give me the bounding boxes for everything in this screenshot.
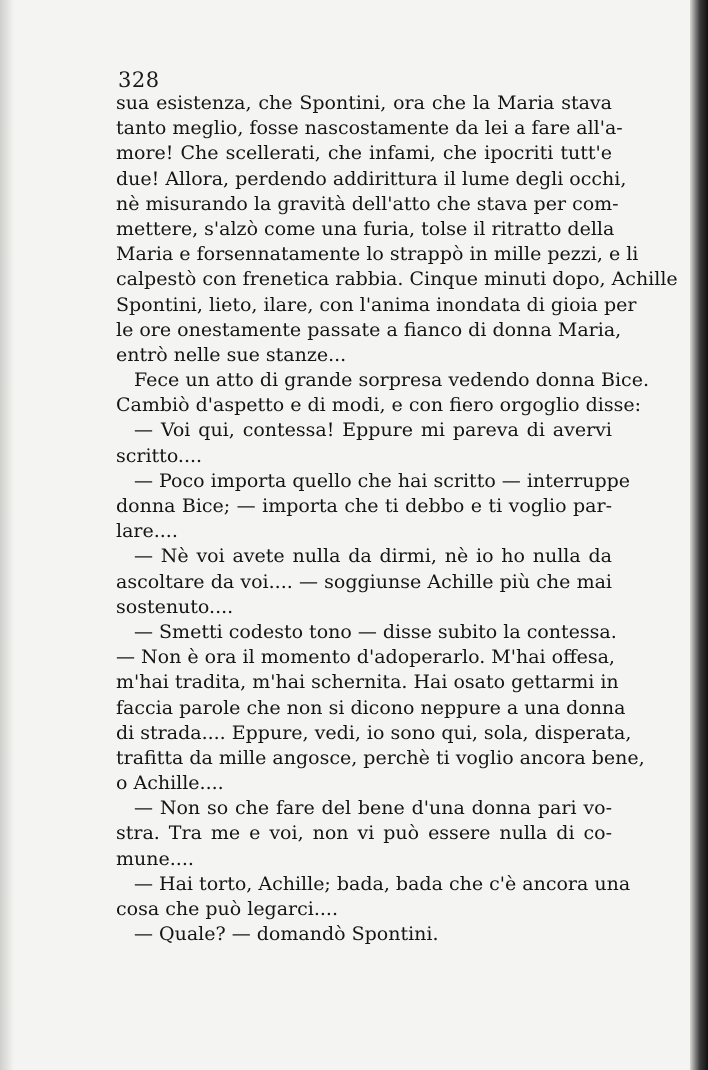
text-line: nè misurando la gravità dell'atto che stava per com-: [116, 192, 619, 215]
body-text: [116, 91, 678, 947]
text-line: o Achille....: [116, 772, 224, 795]
text-line: trafitta da mille angosce, perchè ti voglio ancora bene,: [116, 746, 645, 769]
text-line: — Hai torto, Achille; bada, bada che c'è ancora una: [134, 872, 631, 895]
text-line: donna Bice; — importa che ti debbo e ti voglio par-: [116, 495, 612, 517]
text-line: faccia parole che non si dicono neppure a una donna: [116, 696, 626, 719]
text-line: Fece un atto di grande sorpresa vedendo donna Bice.: [134, 369, 649, 392]
text-line: lare....: [116, 520, 178, 543]
text-line: more! Che scellerati, che infami, che ipocriti tutt'e: [116, 142, 612, 165]
text-line: — Non so che fare del bene d'una donna pari vo-: [134, 797, 612, 820]
text-line: — Nè voi avete nulla da dirmi, nè io ho nulla da: [134, 545, 612, 568]
page-binding-shadow: [690, 0, 708, 1070]
text-line: due! Allora, perdendo addirittura il lume degli occhi,: [116, 167, 627, 190]
text-line: calpestò con frenetica rabbia. Cinque minuti dopo, Achille: [116, 268, 678, 291]
text-line: cosa che può legarci....: [116, 898, 339, 920]
text-line: Spontini, lieto, ilare, con l'anima inondata di gioia per: [116, 293, 637, 316]
text-line: Maria e forsennatamente lo strappò in mille pezzi, e li: [116, 243, 639, 266]
text-line: ascoltare da voi.... — soggiunse Achille più che mai: [116, 570, 612, 593]
text-line: — Non è ora il momento d'adoperarlo. M'hai offesa,: [116, 646, 615, 669]
text-line: entrò nelle sue stanze...: [116, 343, 347, 366]
text-line: di strada.... Eppure, vedi, io sono qui, sola, disperata,: [116, 721, 632, 744]
page-left-edge: [0, 0, 14, 1070]
text-line: stra. Tra me e voi, non vi può essere nulla di co-: [116, 822, 612, 845]
text-line: m'hai tradita, m'hai schernita. Hai osato gettarmi in: [116, 671, 619, 694]
text-line: — Poco importa quello che hai scritto — interruppe: [134, 469, 631, 492]
text-line: Cambiò d'aspetto e di modi, e con fiero orgoglio disse:: [116, 394, 641, 417]
text-line: le ore onestamente passate a fianco di donna Maria,: [116, 318, 622, 341]
text-line: mettere, s'alzò come una furia, tolse il ritratto della: [116, 217, 615, 240]
page-number: 328: [118, 68, 160, 92]
text-line: — Quale? — domandò Spontini.: [134, 923, 439, 946]
text-line: mune....: [116, 847, 194, 870]
text-line: sostenuto....: [116, 595, 234, 618]
text-line: — Smetti codesto tono — disse subito la contessa.: [134, 620, 617, 643]
text-line: tanto meglio, fosse nascostamente da lei a fare all'a-: [116, 117, 623, 140]
text-line: sua esistenza, che Spontini, ora che la Maria stava: [116, 92, 612, 114]
text-line: — Voi qui, contessa! Eppure mi pareva di avervi: [134, 419, 612, 442]
text-line: scritto....: [116, 444, 203, 467]
